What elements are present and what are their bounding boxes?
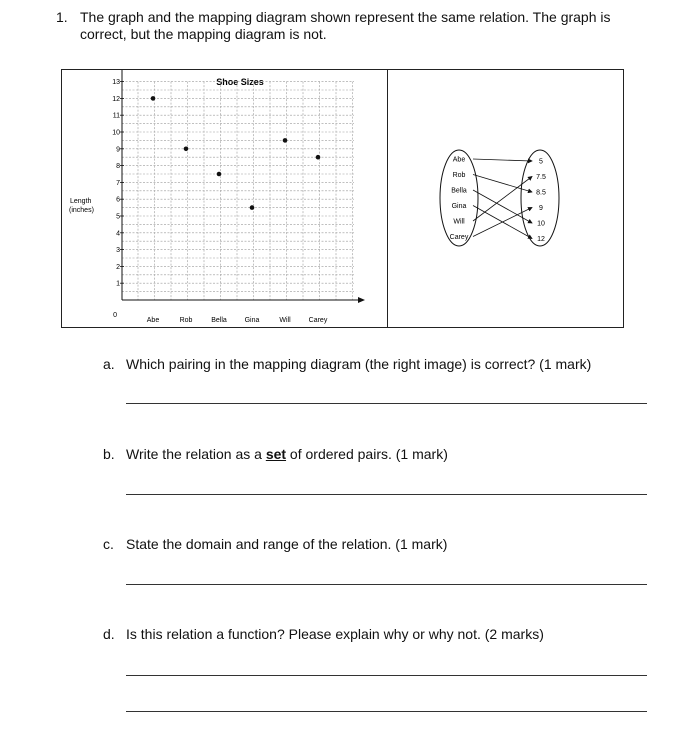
x-tick-label: Bella xyxy=(211,317,227,324)
x-tick-label: Will xyxy=(279,317,291,324)
mapping-domain-label: Rob xyxy=(452,172,466,179)
part-b-letter: b. xyxy=(103,446,115,462)
mapping-arrow xyxy=(473,190,532,223)
y-tick-label: 10 xyxy=(112,129,120,137)
mapping-range-label: 12 xyxy=(537,236,545,243)
data-point xyxy=(250,205,255,210)
mapping-range-labels xyxy=(536,159,546,244)
mapping-domain-label: Carey xyxy=(449,234,469,241)
y-tick-label: 12 xyxy=(112,95,120,103)
part-c-text: State the domain and range of the relation. (1 mark) xyxy=(126,536,448,552)
y-tick-label: 4 xyxy=(116,230,120,238)
y-tick-label: 1 xyxy=(116,280,120,288)
x-tick-label: Rob xyxy=(179,317,193,324)
mapping-range-label: 8.5 xyxy=(536,189,546,197)
graph-points xyxy=(151,96,321,210)
graph-title: Shoe Sizes xyxy=(216,77,264,87)
y-tick-label: 5 xyxy=(116,213,120,221)
part-b-text-before: Write the relation as a xyxy=(126,446,266,462)
shoe-size-graph xyxy=(62,70,387,327)
x-tick-label: Carey xyxy=(308,317,328,324)
y-tick-label: 2 xyxy=(116,263,120,271)
data-point xyxy=(184,147,189,152)
graph-axes xyxy=(119,70,365,303)
question-number: 1. xyxy=(56,9,68,25)
answer-line-d2[interactable] xyxy=(126,711,647,712)
mapping-range-label: 5 xyxy=(539,158,543,166)
part-a-letter: a. xyxy=(103,356,115,372)
part-b-text-bold: set xyxy=(265,446,287,462)
y-tick-label: 8 xyxy=(116,163,120,171)
mapping-range-label: 9 xyxy=(539,205,543,212)
answer-line-d1[interactable] xyxy=(126,675,647,676)
x-axis-arrow xyxy=(358,297,365,303)
mapping-diagram xyxy=(388,70,624,327)
data-point xyxy=(217,172,222,177)
mapping-arrows xyxy=(473,159,532,239)
mapping-arrow xyxy=(473,159,532,161)
figure-panel xyxy=(61,69,624,328)
question-text: The graph and the mapping diagram shown represent the same relation. The graph is correct, but the mapping diagram is not. xyxy=(80,9,611,42)
answer-line-c[interactable] xyxy=(126,584,647,585)
part-b-text-after: of ordered pairs. (1 mark) xyxy=(286,446,448,462)
mapping-domain-label: Will xyxy=(453,218,465,226)
domain-oval xyxy=(440,150,478,246)
y-tick-label: 7 xyxy=(116,179,120,187)
part-d-letter: d. xyxy=(103,626,115,642)
y-axis-label-line2: (inches) xyxy=(69,207,94,214)
part-c-letter: c. xyxy=(103,536,114,552)
mapping-domain-label: Abe xyxy=(452,156,466,164)
part-b-text xyxy=(126,446,448,462)
y-tick-label: 3 xyxy=(116,247,120,255)
answer-line-a[interactable] xyxy=(126,403,647,404)
mapping-domain-label: Bella xyxy=(451,187,467,195)
y-axis-label-line1: Length xyxy=(70,198,92,205)
part-a-text: Which pairing in the mapping diagram (the right image) is correct? (1 mark) xyxy=(126,356,592,372)
answer-line-b[interactable] xyxy=(126,494,647,495)
mapping-domain-labels xyxy=(450,157,469,242)
y-tick-label: 9 xyxy=(116,146,120,154)
data-point xyxy=(151,96,156,101)
mapping-range-label: 10 xyxy=(537,220,545,228)
data-point xyxy=(316,155,321,160)
x-tick-label: Abe xyxy=(146,317,160,324)
y-tick-label: 11 xyxy=(112,112,120,120)
y-tick-label: 13 xyxy=(112,79,120,87)
x-tick-label: Gina xyxy=(244,317,260,324)
mapping-domain-label: Gina xyxy=(451,203,467,210)
data-point xyxy=(283,138,288,143)
mapping-range-label: 7.5 xyxy=(536,174,546,181)
y-tick-label: 0 xyxy=(113,312,117,319)
graph-ticks xyxy=(112,79,328,324)
y-tick-label: 6 xyxy=(116,196,120,204)
graph-grid xyxy=(122,82,354,300)
part-d-text: Is this relation a function? Please explain why or why not. (2 marks) xyxy=(126,626,544,642)
